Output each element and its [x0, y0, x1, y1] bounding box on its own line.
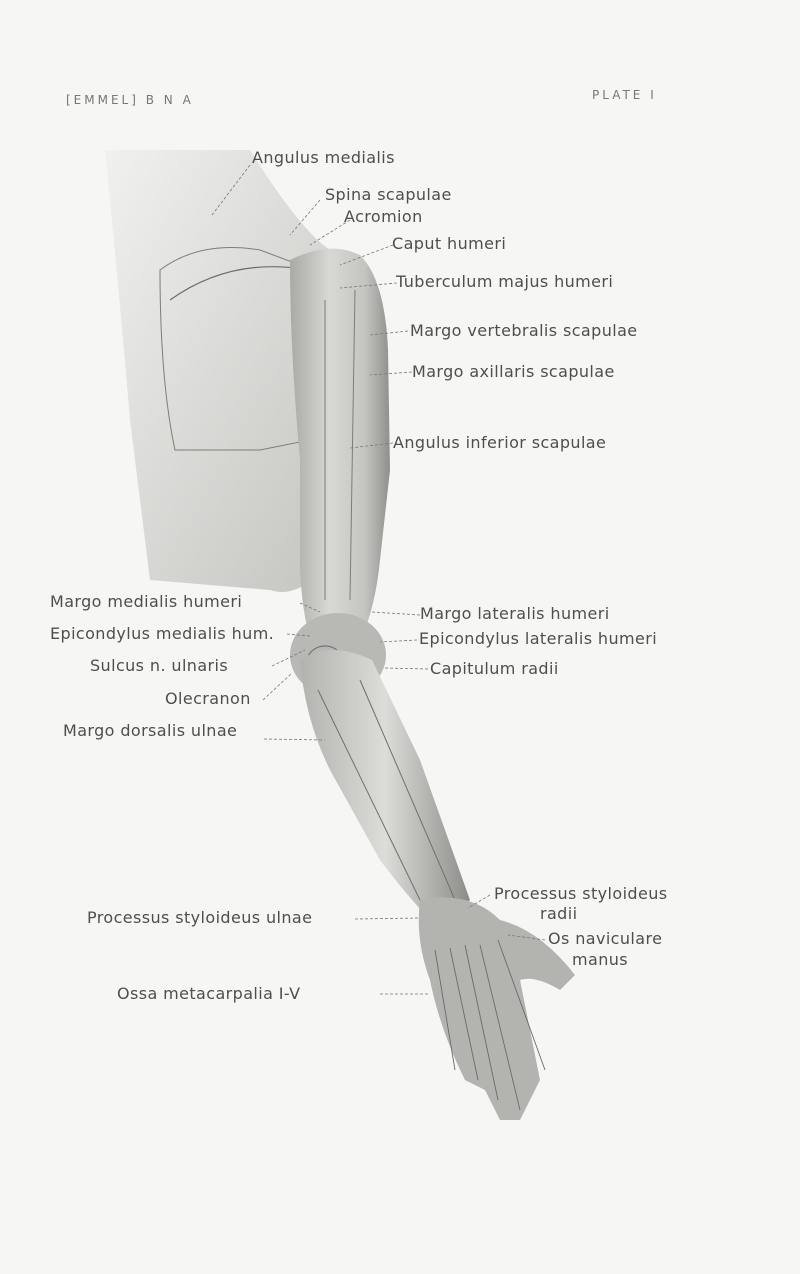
label-caput-humeri: Caput humeri	[392, 234, 507, 253]
label-processus-styloideus-radii-2: radii	[540, 904, 578, 923]
label-acromion: Acromion	[344, 207, 423, 226]
label-os-naviculare-1: Os naviculare	[548, 929, 663, 948]
label-sulcus-ulnaris: Sulcus n. ulnaris	[90, 656, 229, 675]
forearm-shape	[300, 650, 470, 930]
label-epicondylus-lateralis: Epicondylus lateralis humeri	[419, 629, 658, 648]
header-left: [EMMEL] B N A	[66, 93, 194, 107]
label-olecranon: Olecranon	[165, 689, 251, 708]
label-margo-dorsalis-ulnae: Margo dorsalis ulnae	[63, 721, 238, 740]
label-margo-medialis-humeri: Margo medialis humeri	[50, 592, 243, 611]
label-epicondylus-medialis: Epicondylus medialis hum.	[50, 624, 275, 643]
label-margo-vertebralis: Margo vertebralis scapulae	[410, 321, 638, 340]
label-angulus-medialis: Angulus medialis	[252, 148, 395, 167]
label-spina-scapulae: Spina scapulae	[325, 185, 452, 204]
label-ossa-metacarpalia: Ossa metacarpalia I-V	[117, 984, 301, 1003]
upper-arm-shape	[290, 249, 390, 640]
label-capitulum-radii: Capitulum radii	[430, 659, 559, 678]
label-margo-lateralis-humeri: Margo lateralis humeri	[420, 604, 610, 623]
header-right: PLATE I	[592, 88, 657, 102]
label-os-naviculare-2: manus	[572, 950, 629, 969]
label-angulus-inferior: Angulus inferior scapulae	[393, 433, 607, 452]
label-processus-styloideus-ulnae: Processus styloideus ulnae	[87, 908, 313, 927]
label-processus-styloideus-radii-1: Processus styloideus	[494, 884, 668, 903]
label-margo-axillaris: Margo axillaris scapulae	[412, 362, 615, 381]
label-tuberculum-majus: Tuberculum majus humeri	[396, 272, 614, 291]
